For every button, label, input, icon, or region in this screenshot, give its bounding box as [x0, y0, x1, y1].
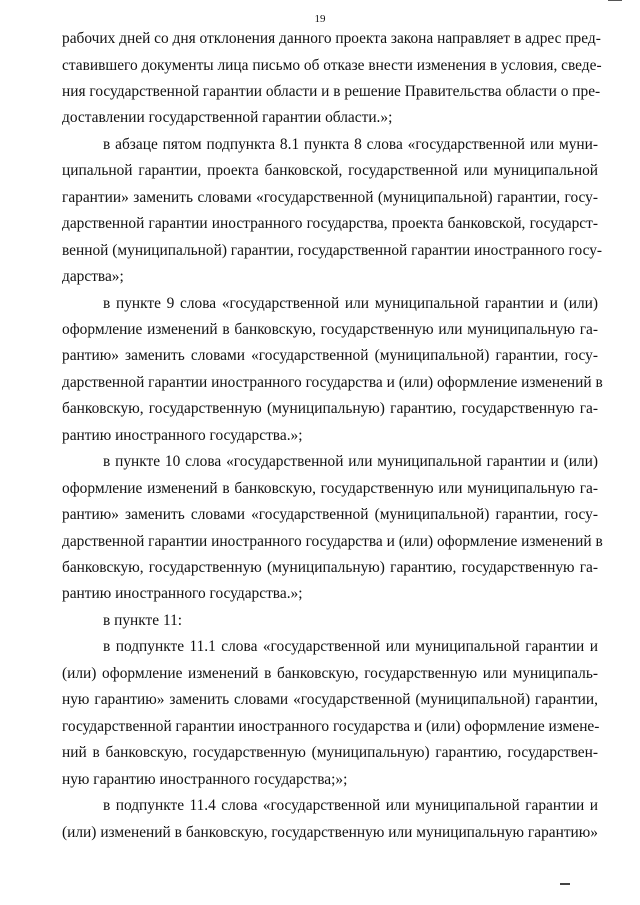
text-line: в пункте 11:	[103, 611, 183, 629]
text-line: доставлении государственной гарантии области.»;	[62, 109, 393, 127]
text-line: ную гарантию» заменить словами «государственной (муниципальной) гарантии,	[62, 691, 598, 709]
scan-mark	[560, 883, 570, 887]
text-line: оформление изменений в банковскую, государственную или муниципальную га-	[62, 479, 598, 497]
text-line: венной (муниципальной) гарантии, государственной гарантии иностранного госу-	[62, 241, 603, 259]
text-line: дарственной гарантии иностранного государства и (или) оформление изменений в	[62, 373, 603, 391]
text-line: ний в банковскую, государственную (муниципальную) гарантию, государствен-	[62, 744, 598, 762]
text-line: (или) изменений в банковскую, государственную или муниципальную гарантию»	[62, 823, 598, 841]
scan-mark	[608, 0, 622, 3]
text-line: в подпункте 11.1 слова «государственной или муниципальной гарантии и	[103, 638, 598, 656]
text-line: (или) оформление изменений в банковскую, государственную или муниципаль-	[62, 664, 598, 682]
text-line: дарственной гарантии иностранного государства, проекта банковской, государст-	[62, 215, 598, 233]
text-line: оформление изменений в банковскую, государственную или муниципальную га-	[62, 320, 598, 338]
text-line: рантию иностранного государства.»;	[62, 585, 303, 603]
text-line: гарантии» заменить словами «государственной (муниципальной) гарантии, госу-	[62, 188, 598, 206]
text-line: в пункте 10 слова «государственной или муниципальной гарантии и (или)	[103, 453, 598, 471]
text-line: рантию иностранного государства.»;	[62, 426, 303, 444]
text-line: ную гарантию иностранного государства;»;	[62, 770, 348, 788]
text-line: рантию» заменить словами «государственной (муниципальной) гарантии, госу-	[62, 347, 598, 365]
text-line: в подпункте 11.4 слова «государственной или муниципальной гарантии и	[103, 797, 598, 814]
text-line: рантию» заменить словами «государственной (муниципальной) гарантии, госу-	[62, 506, 598, 524]
text-line: в пункте 9 слова «государственной или муниципальной гарантии и (или)	[103, 294, 598, 312]
text-line: банковскую, государственную (муниципальную) гарантию, государственную га-	[62, 400, 598, 418]
text-line: в абзаце пятом подпункта 8.1 пункта 8 слова «государственной или муни-	[103, 135, 598, 153]
text-line: ния государственной гарантии области и в решение Правительства области о пре-	[62, 82, 601, 100]
text-line: ципальной гарантии, проекта банковской, государственной или муниципальной	[62, 162, 598, 180]
text-line: ставившего документы лица письмо об отказе внести изменения в условия, сведе-	[62, 56, 602, 74]
page-number: 19	[314, 13, 326, 25]
text-line: банковскую, государственную (муниципальную) гарантию, государственную га-	[62, 559, 598, 576]
text-line: дарства»;	[62, 268, 124, 285]
text-line: дарственной гарантии иностранного государства и (или) оформление изменений в	[62, 532, 603, 550]
text-line: государственной гарантии иностранного государства и (или) оформление измене-	[62, 717, 600, 735]
text-line: рабочих дней со дня отклонения данного проекта закона направляет в адрес пред-	[62, 30, 601, 47]
